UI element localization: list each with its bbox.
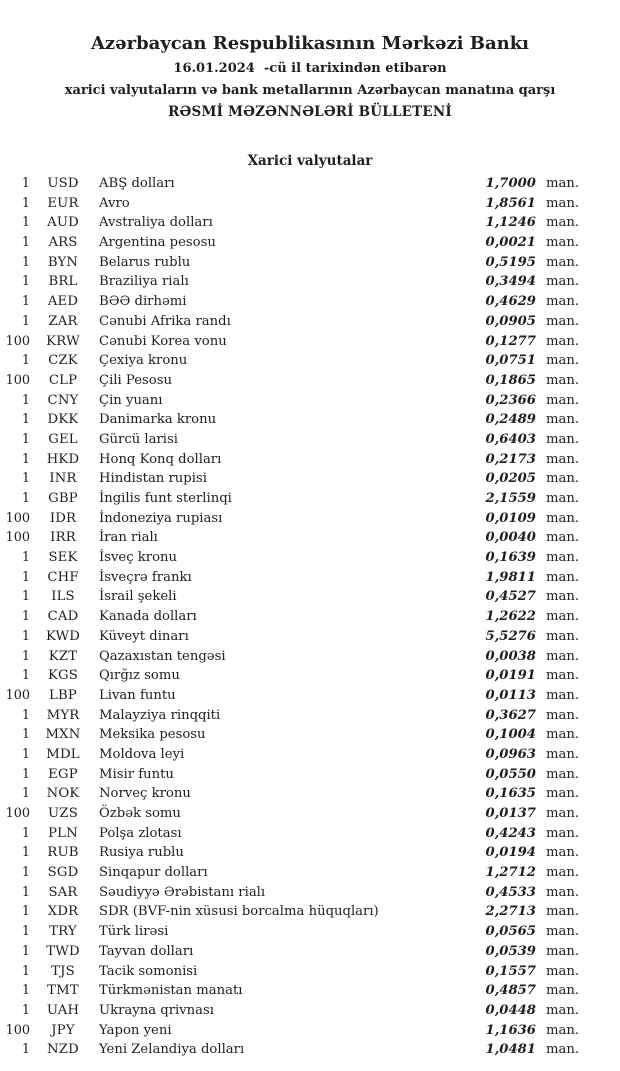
currency-name-cell: İsrail şekeli: [99, 589, 177, 605]
table-row: [0, 1040, 580, 1060]
table-row: [0, 430, 580, 450]
currency-code-cell: BYN: [47, 254, 79, 270]
quantity-cell: 1: [21, 589, 30, 605]
currency-code-cell: HKD: [46, 451, 80, 467]
unit-label-cell: man.: [546, 431, 580, 447]
currency-name-cell: SDR (BVF-nin xüsusi borcalma hüquqları): [99, 904, 379, 920]
unit-label-cell: man.: [546, 510, 580, 526]
rate-value-cell: 1,2712: [485, 865, 536, 881]
quantity-cell: 1: [21, 313, 30, 329]
rate-value-cell: 0,0565: [485, 924, 536, 940]
currency-name-cell: Çexiya kronu: [99, 353, 188, 369]
unit-label-cell: man.: [546, 215, 580, 231]
rate-value-cell: 0,0905: [485, 313, 536, 329]
currency-code-cell: CZK: [48, 353, 78, 369]
rate-value-cell: 0,2489: [485, 412, 536, 428]
table-row: [0, 745, 580, 765]
quantity-cell: 1: [21, 1002, 30, 1018]
quantity-cell: 1: [21, 786, 30, 802]
quantity-cell: 1: [21, 254, 30, 270]
unit-label-cell: man.: [546, 924, 580, 940]
table-row: [0, 489, 580, 509]
currency-code-cell: CNY: [47, 392, 79, 408]
currency-code-cell: CHF: [47, 569, 79, 585]
quantity-cell: 100: [5, 530, 30, 546]
subject-line: xarici valyutaların və bank metallarının Azərbaycan manatına qarşı: [64, 83, 556, 98]
table-row: [0, 902, 580, 922]
table-row: [0, 469, 580, 489]
currency-name-cell: Belarus rublu: [99, 254, 191, 270]
quantity-cell: 1: [21, 963, 30, 979]
table-row: [0, 627, 580, 647]
rate-value-cell: 0,4857: [485, 983, 536, 999]
quantity-cell: 1: [21, 274, 30, 290]
currency-name-cell: ABŞ dolları: [99, 176, 175, 191]
table-row: [0, 824, 580, 844]
table-row: [0, 647, 580, 667]
rate-value-cell: 0,0113: [485, 687, 536, 703]
rate-value-cell: 5,5276: [485, 628, 536, 644]
rate-value-cell: 1,9811: [485, 569, 536, 585]
rate-value-cell: 1,0481: [485, 1042, 536, 1058]
currency-name-cell: Honq Konq dolları: [99, 451, 222, 467]
table-row: [0, 253, 580, 273]
quantity-cell: 100: [5, 806, 30, 821]
unit-label-cell: man.: [546, 333, 580, 349]
table-row: [0, 725, 580, 745]
table-row: [0, 410, 580, 430]
currency-name-cell: İndoneziya rupiası: [99, 510, 223, 526]
table-row: [0, 883, 580, 903]
currency-code-cell: PLN: [48, 825, 78, 841]
currency-name-cell: Meksika pesosu: [99, 727, 206, 743]
rate-value-cell: 0,4243: [485, 825, 536, 841]
currency-code-cell: KZT: [48, 648, 78, 664]
table-row: [0, 194, 580, 214]
unit-label-cell: man.: [546, 530, 580, 546]
rate-value-cell: 0,1635: [485, 786, 536, 802]
rate-value-cell: 0,0448: [485, 1002, 536, 1018]
currency-code-cell: DKK: [47, 412, 79, 428]
quantity-cell: 1: [21, 766, 30, 782]
table-row: [0, 292, 580, 312]
currency-name-cell: Livan funtu: [99, 687, 176, 703]
unit-label-cell: man.: [546, 746, 580, 762]
unit-label-cell: man.: [546, 313, 580, 329]
unit-label-cell: man.: [546, 1042, 580, 1058]
currency-code-cell: KRW: [46, 333, 80, 349]
currency-name-cell: Çili Pesosu: [99, 372, 172, 388]
rate-value-cell: 0,1639: [485, 550, 536, 566]
currency-name-cell: Cənubi Korea vonu: [99, 333, 227, 349]
currency-code-cell: ZAR: [48, 313, 78, 329]
unit-label-cell: man.: [546, 353, 580, 369]
quantity-cell: 100: [5, 372, 30, 388]
unit-label-cell: man.: [546, 983, 580, 999]
currency-name-cell: Avstraliya dolları: [99, 215, 213, 231]
currency-code-cell: KGS: [47, 668, 79, 684]
currency-name-cell: BƏƏ dirhəmi: [99, 294, 187, 310]
table-row: [0, 1001, 580, 1021]
currency-name-cell: Rusiya rublu: [99, 845, 184, 861]
quantity-cell: 100: [5, 510, 30, 526]
currency-name-cell: Özbək somu: [99, 806, 181, 821]
currency-code-cell: CAD: [47, 609, 79, 625]
unit-label-cell: man.: [546, 372, 580, 388]
rate-value-cell: 0,0191: [485, 668, 536, 684]
quantity-cell: 1: [21, 707, 30, 723]
quantity-cell: 1: [21, 668, 30, 684]
unit-label-cell: man.: [546, 884, 580, 900]
rate-value-cell: 0,0539: [485, 943, 536, 959]
currency-name-cell: Yapon yeni: [99, 1022, 172, 1038]
quantity-cell: 1: [21, 195, 30, 211]
currency-name-cell: Misir funtu: [99, 766, 174, 782]
currency-code-cell: USD: [47, 176, 79, 191]
currency-name-cell: İsveç kronu: [99, 550, 178, 566]
quantity-cell: 1: [21, 294, 30, 310]
rate-value-cell: 0,0038: [485, 648, 536, 664]
currency-name-cell: Küveyt dinarı: [99, 628, 189, 644]
table-row: [0, 272, 580, 292]
table-row: [0, 351, 580, 371]
currency-name-cell: Tacik somonisi: [99, 963, 198, 979]
currency-code-cell: LBP: [49, 687, 77, 703]
rate-value-cell: 1,7000: [485, 176, 536, 191]
currency-code-cell: KWD: [45, 628, 81, 644]
currency-name-cell: Yeni Zelandiya dolları: [99, 1042, 245, 1058]
quantity-cell: 1: [21, 412, 30, 428]
currency-name-cell: Argentina pesosu: [99, 235, 216, 251]
table-row: [0, 450, 580, 470]
currency-name-cell: Malayziya rinqqiti: [99, 707, 221, 723]
table-row: [0, 607, 580, 627]
currency-name-cell: Tayvan dolları: [99, 943, 194, 959]
table-row: [0, 332, 580, 352]
quantity-cell: 1: [21, 392, 30, 408]
bank-name-title: Azərbaycan Respublikasının Mərkəzi Bankı: [90, 33, 530, 54]
currency-code-cell: TRY: [49, 924, 77, 940]
currency-name-cell: Ukrayna qrivnası: [99, 1002, 215, 1018]
rate-value-cell: 0,0137: [485, 806, 536, 821]
rate-value-cell: 0,2366: [485, 392, 536, 408]
currency-name-cell: Sinqapur dolları: [99, 865, 208, 881]
unit-label-cell: man.: [546, 806, 580, 821]
table-row: [0, 706, 580, 726]
rate-value-cell: 1,2622: [485, 609, 536, 625]
currency-code-cell: ARS: [48, 235, 78, 251]
currency-name-cell: Avro: [99, 195, 130, 211]
rate-value-cell: 0,0021: [485, 235, 536, 251]
currency-code-cell: MXN: [45, 727, 81, 743]
currency-code-cell: NOK: [46, 786, 80, 802]
quantity-cell: 100: [5, 333, 30, 349]
quantity-cell: 1: [21, 1042, 30, 1058]
quantity-cell: 1: [21, 727, 30, 743]
currency-name-cell: Səudiyyə Ərəbistanı rialı: [99, 884, 266, 900]
table-row: [0, 213, 580, 233]
currency-name-cell: İsveçrə frankı: [99, 569, 192, 585]
table-row: [0, 509, 580, 529]
section-title-foreign-currencies: Xarici valyutalar: [247, 153, 373, 169]
rate-value-cell: 0,0109: [485, 510, 536, 526]
unit-label-cell: man.: [546, 668, 580, 684]
unit-label-cell: man.: [546, 451, 580, 467]
unit-label-cell: man.: [546, 766, 580, 782]
currency-name-cell: İngilis funt sterlinqi: [99, 491, 232, 506]
rates-table: [0, 174, 620, 1060]
effective-date-line: 16.01.2024 -cü il tarixindən etibarən: [173, 61, 447, 76]
rate-value-cell: 0,2173: [485, 451, 536, 467]
currency-code-cell: ILS: [51, 589, 75, 605]
unit-label-cell: man.: [546, 176, 580, 191]
table-row: [0, 981, 580, 1001]
unit-label-cell: man.: [546, 845, 580, 861]
rate-value-cell: 0,0751: [485, 353, 536, 369]
bulletin-title: RƏSMİ MƏZƏNNƏLƏRİ BÜLLETENİ: [168, 104, 452, 120]
table-row: [0, 391, 580, 411]
currency-code-cell: INR: [49, 471, 77, 487]
currency-code-cell: GBP: [48, 491, 78, 506]
unit-label-cell: man.: [546, 1022, 580, 1038]
currency-name-cell: Qazaxıstan tengəsi: [99, 648, 226, 664]
rate-value-cell: 0,1004: [485, 727, 536, 743]
unit-label-cell: man.: [546, 195, 580, 211]
unit-label-cell: man.: [546, 707, 580, 723]
quantity-cell: 1: [21, 825, 30, 841]
rate-value-cell: 0,3494: [485, 274, 536, 290]
rate-value-cell: 0,0963: [485, 746, 536, 762]
table-row: [0, 784, 580, 804]
table-row: [0, 686, 580, 706]
table-row: [0, 233, 580, 253]
unit-label-cell: man.: [546, 589, 580, 605]
currency-code-cell: MYR: [46, 707, 80, 723]
currency-name-cell: Danimarka kronu: [99, 412, 217, 428]
quantity-cell: 1: [21, 924, 30, 940]
unit-label-cell: man.: [546, 609, 580, 625]
currency-code-cell: AUD: [47, 215, 79, 231]
rate-value-cell: 0,3627: [485, 707, 536, 723]
quantity-cell: 1: [21, 865, 30, 881]
currency-code-cell: GEL: [48, 431, 78, 447]
currency-name-cell: Hindistan rupisi: [99, 471, 207, 487]
currency-code-cell: AED: [47, 294, 79, 310]
unit-label-cell: man.: [546, 628, 580, 644]
currency-name-cell: Kanada dolları: [99, 609, 197, 625]
unit-label-cell: man.: [546, 550, 580, 566]
currency-code-cell: IRR: [50, 530, 76, 546]
table-row: [0, 863, 580, 883]
currency-name-cell: Moldova leyi: [99, 746, 185, 762]
quantity-cell: 1: [21, 471, 30, 487]
currency-name-cell: Türkmənistan manatı: [99, 983, 243, 999]
quantity-cell: 1: [21, 845, 30, 861]
rate-value-cell: 0,1557: [485, 963, 536, 979]
rate-value-cell: 0,4527: [485, 589, 536, 605]
unit-label-cell: man.: [546, 1002, 580, 1018]
unit-label-cell: man.: [546, 786, 580, 802]
rate-value-cell: 2,2713: [485, 904, 536, 920]
currency-code-cell: TMT: [47, 983, 79, 999]
table-row: [0, 528, 580, 548]
quantity-cell: 1: [21, 550, 30, 566]
unit-label-cell: man.: [546, 727, 580, 743]
currency-code-cell: TJS: [51, 963, 75, 979]
currency-name-cell: Çin yuanı: [99, 392, 163, 408]
currency-code-cell: NZD: [47, 1042, 79, 1058]
unit-label-cell: man.: [546, 412, 580, 428]
unit-label-cell: man.: [546, 235, 580, 251]
currency-code-cell: BRL: [48, 274, 78, 290]
table-row: [0, 371, 580, 391]
currency-code-cell: UZS: [48, 806, 78, 821]
rate-value-cell: 1,8561: [485, 195, 536, 211]
table-row: [0, 765, 580, 785]
currency-name-cell: Gürcü larisi: [99, 431, 178, 447]
rate-value-cell: 0,0550: [485, 766, 536, 782]
unit-label-cell: man.: [546, 491, 580, 506]
currency-name-cell: Braziliya rialı: [99, 274, 189, 290]
quantity-cell: 1: [21, 648, 30, 664]
table-row: [0, 942, 580, 962]
currency-name-cell: Cənubi Afrika randı: [99, 313, 231, 329]
table-row: [0, 666, 580, 686]
currency-code-cell: RUB: [47, 845, 79, 861]
rate-value-cell: 0,0194: [485, 845, 536, 861]
unit-label-cell: man.: [546, 904, 580, 920]
unit-label-cell: man.: [546, 687, 580, 703]
rate-value-cell: 0,0205: [485, 471, 536, 487]
currency-code-cell: CLP: [48, 372, 78, 388]
unit-label-cell: man.: [546, 471, 580, 487]
table-row: [0, 312, 580, 332]
quantity-cell: 1: [21, 983, 30, 999]
quantity-cell: 100: [5, 687, 30, 703]
rate-value-cell: 1,1636: [485, 1022, 536, 1038]
table-row: [0, 174, 580, 194]
table-row: [0, 804, 580, 824]
currency-code-cell: JPY: [51, 1022, 75, 1038]
table-row: [0, 962, 580, 982]
rate-value-cell: 0,1865: [485, 372, 536, 388]
rate-value-cell: 0,1277: [485, 333, 536, 349]
currency-code-cell: SEK: [48, 550, 78, 566]
unit-label-cell: man.: [546, 569, 580, 585]
unit-label-cell: man.: [546, 963, 580, 979]
quantity-cell: 1: [21, 176, 30, 191]
quantity-cell: 100: [5, 1022, 30, 1038]
unit-label-cell: man.: [546, 254, 580, 270]
table-row: [0, 548, 580, 568]
rate-value-cell: 0,4533: [485, 884, 536, 900]
currency-code-cell: TWD: [46, 943, 80, 959]
unit-label-cell: man.: [546, 294, 580, 310]
rate-value-cell: 2,1559: [485, 491, 536, 506]
quantity-cell: 1: [21, 431, 30, 447]
currency-name-cell: Norveç kronu: [99, 786, 191, 802]
unit-label-cell: man.: [546, 274, 580, 290]
table-row: [0, 568, 580, 588]
currency-name-cell: Polşa zlotası: [99, 825, 182, 841]
currency-code-cell: EUR: [47, 195, 79, 211]
quantity-cell: 1: [21, 215, 30, 231]
currency-code-cell: XDR: [47, 904, 79, 920]
quantity-cell: 1: [21, 943, 30, 959]
currency-name-cell: İran rialı: [99, 530, 158, 546]
quantity-cell: 1: [21, 451, 30, 467]
table-row: [0, 843, 580, 863]
currency-code-cell: MDL: [46, 746, 80, 762]
table-row: [0, 587, 580, 607]
unit-label-cell: man.: [546, 865, 580, 881]
rate-value-cell: 0,0040: [485, 530, 536, 546]
currency-name-cell: Türk lirəsi: [99, 924, 169, 940]
currency-code-cell: IDR: [49, 510, 77, 526]
currency-name-cell: Qırğız somu: [99, 668, 180, 684]
rate-value-cell: 0,5195: [485, 254, 536, 270]
table-row: [0, 922, 580, 942]
unit-label-cell: man.: [546, 648, 580, 664]
currency-code-cell: SAR: [48, 884, 78, 900]
quantity-cell: 1: [21, 884, 30, 900]
table-row: [0, 1021, 580, 1041]
quantity-cell: 1: [21, 569, 30, 585]
quantity-cell: 1: [21, 609, 30, 625]
rate-value-cell: 0,4629: [485, 294, 536, 310]
currency-code-cell: SGD: [47, 865, 79, 881]
rate-value-cell: 0,6403: [485, 431, 536, 447]
quantity-cell: 1: [21, 491, 30, 506]
quantity-cell: 1: [21, 628, 30, 644]
quantity-cell: 1: [21, 235, 30, 251]
quantity-cell: 1: [21, 904, 30, 920]
currency-code-cell: UAH: [46, 1002, 80, 1018]
currency-code-cell: EGP: [48, 766, 78, 782]
unit-label-cell: man.: [546, 392, 580, 408]
quantity-cell: 1: [21, 746, 30, 762]
rate-value-cell: 1,1246: [485, 215, 536, 231]
quantity-cell: 1: [21, 353, 30, 369]
unit-label-cell: man.: [546, 943, 580, 959]
unit-label-cell: man.: [546, 825, 580, 841]
